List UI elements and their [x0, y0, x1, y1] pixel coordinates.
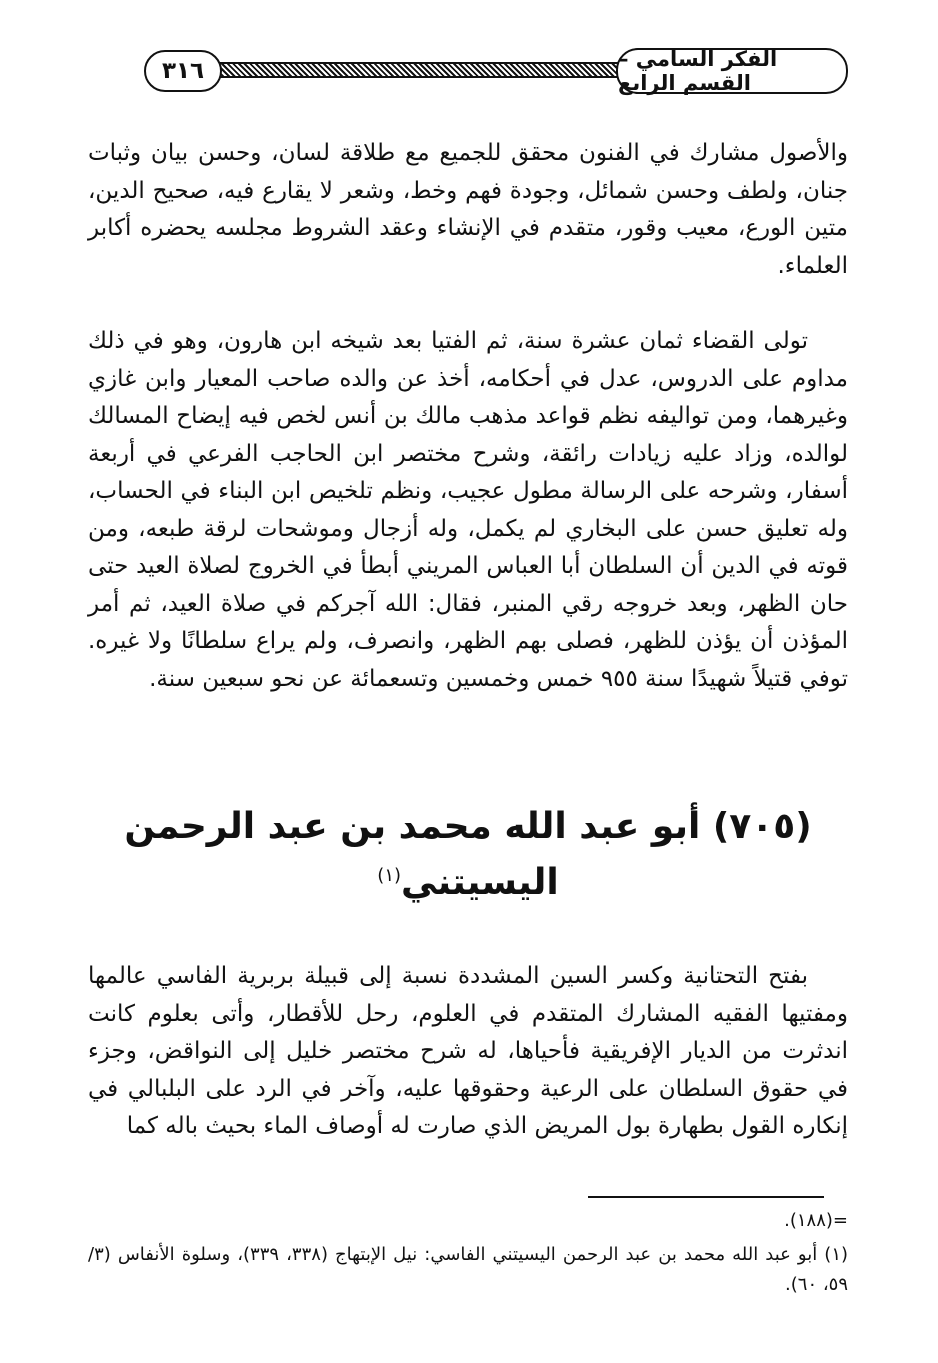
entry-heading-line-2	[88, 862, 848, 903]
page-number: ٣١٦	[144, 50, 222, 92]
paragraph-1: والأصول مشارك في الفنون محقق للجميع مع طلاقة لسان، وحسن بيان وثبات جنان، ولطف وحسن شمائل، وجودة فهم وخط، وشعر لا يقارع فيه، صحيح الدين، متين الورع، معيب وقور، متقدم في الإنشاء وعقد الشروط مجلسه يحضره أكابر العلماء.	[88, 140, 848, 279]
footnote-cross-reference: =(١٨٨).	[784, 1210, 848, 1231]
header-hatch-bar	[148, 62, 668, 78]
page-header	[88, 40, 848, 102]
footnote-1: (١) أبو عبد الله محمد بن عبد الرحمن اليسيتني الفاسي: نيل الإبتهاج (٣٣٨، ٣٣٩)، وسلوة الأنفاس (٣/ ٥٩، ٦٠).	[88, 1244, 849, 1295]
heading-footnote-mark: (١)	[377, 865, 402, 886]
paragraph-2: تولى القضاء ثمان عشرة سنة، ثم الفتيا بعد شيخه ابن هارون، وهو في ذلك مداوم على الدروس، عدل في أحكامه، أخذ عن والده صاحب المعيار وابن غازي وغيرهما، ومن تواليفه نظم قواعد مذهب مالك بن أنس لخص فيه إيضاح المسالك لوالده، وزاد عليه زيادات رائقة، وشرح مختصر ابن الحاجب الفرعي في أربعة أسفار، وشرحه على الرسالة مطول عجيب، ونظم تلخيص ابن البناء في الحساب، وله تعليق حسن على البخاري لم يكمل، وله أزجال وموشحات لرقة طبعه، ومن قوته في الدين أن السلطان أبا العباس المريني أبطأ في الخروج لصلاة العيد حتى حان الظهر، وبعد خروجه رقي المنبر، فقال: الله آجركم في صلاة العيد، ثم أمر المؤذن أن يؤذن للظهر، فصلى بهم الظهر، وانصرف، ولم يراع سلطانًا ولا غيره. توفي قتيلاً شهيدًا سنة ٩٥٥ خمس وخمسين وتسعمائة عن نحو سبعين سنة.	[88, 328, 848, 692]
entry-heading-line-1: (٧٠٥) أبو عبد الله محمد بن عبد الرحمن	[124, 806, 812, 847]
running-title: الفكر السامي – القسم الرابع	[616, 48, 848, 94]
entry-heading-name: اليسيتني	[401, 862, 559, 903]
footnote-separator	[588, 1196, 824, 1198]
paragraph-3: بفتح التحتانية وكسر السين المشددة نسبة إلى قبيلة بربرية الفاسي عالمها ومفتيها الفقيه المشارك المتقدم في العلوم، رحل للأقطار، وأتى بعلوم كانت اندثرت من الديار الإفريقية فأحياها، له شرح مختصر خليل إلى النواقض، وجزء في حقوق السلطان على الرعية وحقوقها عليه، وآخر في الرد على البلبالي في إنكاره القول بطهارة بول المريض الذي صارت له أوصاف الماء بحيث باله كما	[88, 963, 848, 1139]
